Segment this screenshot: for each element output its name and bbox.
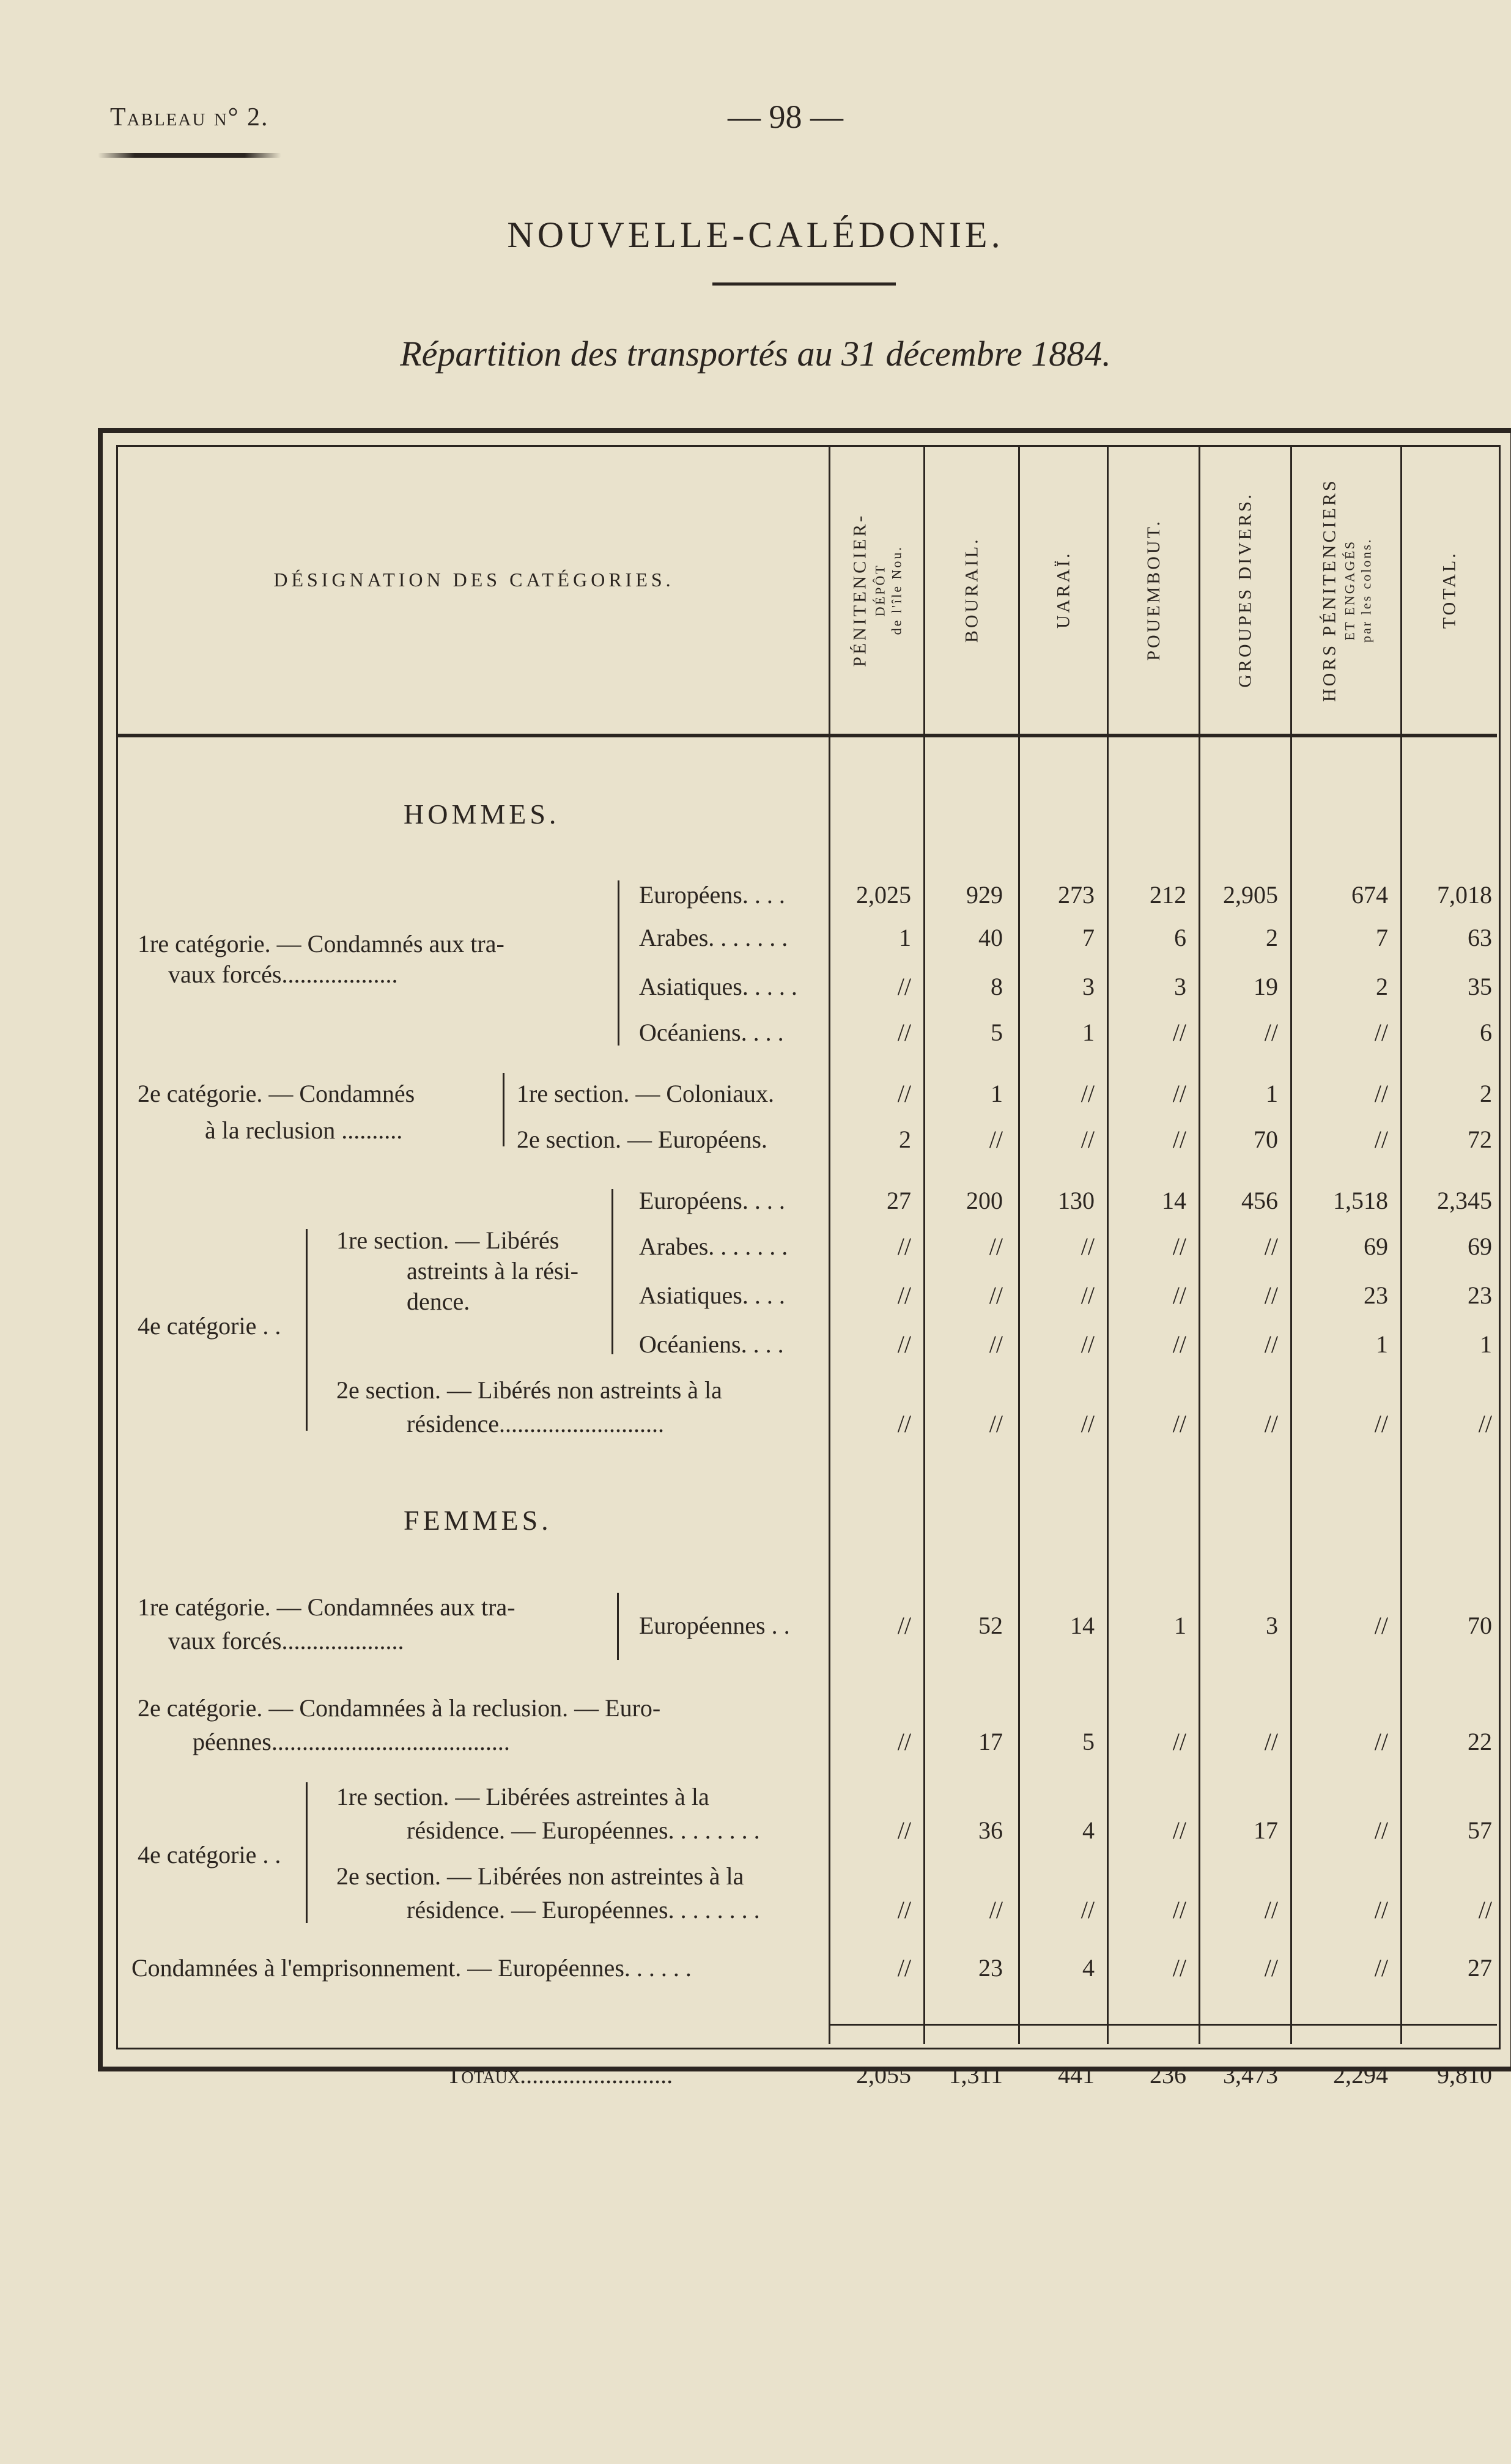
section-femmes: FEMMES. xyxy=(404,1505,552,1536)
femmes-cell: 17 xyxy=(1254,1817,1278,1844)
femmes-cell: 3 xyxy=(1266,1612,1278,1639)
hommes-cell: // xyxy=(897,1330,911,1358)
row-label: Européens. . . . xyxy=(639,881,785,909)
page-subtitle: Répartition des transportés au 31 décembre 1884. xyxy=(400,334,1111,374)
hommes-cell: 23 xyxy=(1364,1282,1388,1309)
col-header-groupes-divers: GROUPES DIVERS. xyxy=(1235,492,1255,688)
col-header-ile-nou: PÉNITENCIER- DÉPÔT de l'île Nou. xyxy=(849,513,904,667)
hommes-cat4-s2-label: 2e section. — Libérés non astreints à la xyxy=(336,1376,722,1404)
femmes-cell: // xyxy=(1172,1728,1186,1755)
femmes-cell: // xyxy=(1264,1954,1278,1982)
hommes-cell: 130 xyxy=(1058,1187,1095,1214)
femmes-cell: // xyxy=(1374,1728,1388,1755)
femmes-cell: 4 xyxy=(1082,1817,1095,1844)
hommes-cell: 6 xyxy=(1174,924,1186,951)
hommes-cell: // xyxy=(897,1282,911,1309)
femmes-cell: // xyxy=(1374,1817,1388,1844)
hommes-cell: 19 xyxy=(1254,973,1278,1000)
hommes-cell: 2,345 xyxy=(1437,1187,1492,1214)
header-rule xyxy=(98,153,281,158)
brace xyxy=(605,880,619,1046)
hommes-cell: 70 xyxy=(1254,1126,1278,1153)
brace xyxy=(611,1189,626,1354)
hommes-cell: 2 xyxy=(899,1126,911,1153)
col-header-pouembout: POUEMBOUT. xyxy=(1143,519,1164,661)
page-number: — 98 — xyxy=(728,98,843,135)
totals-cell: 2,055 xyxy=(856,2061,911,2089)
hommes-cell: // xyxy=(897,1233,911,1260)
femmes-cell: // xyxy=(1172,1817,1186,1844)
femmes-cell: // xyxy=(1478,1896,1492,1924)
hommes-cell: 1 xyxy=(991,1080,1003,1107)
hommes-cell: // xyxy=(989,1233,1003,1260)
hommes-cell: 1,518 xyxy=(1333,1187,1388,1214)
brace xyxy=(495,1073,504,1146)
table-number: Tableau n° 2. xyxy=(110,103,269,131)
hommes-cell: 200 xyxy=(966,1187,1003,1214)
section-hommes: HOMMES. xyxy=(404,799,560,830)
hommes-cell: // xyxy=(1081,1410,1095,1437)
hommes-cell: 2,905 xyxy=(1223,881,1278,909)
row-label: Océaniens. . . . xyxy=(639,1019,784,1046)
totals-cell: 9,810 xyxy=(1437,2061,1492,2089)
hommes-cell: // xyxy=(1172,1019,1186,1046)
femmes-cell: // xyxy=(1264,1896,1278,1924)
hommes-cell: // xyxy=(1081,1126,1095,1153)
femmes-cat4-s1-label-2: résidence. — Européennes. . . . . . . . xyxy=(407,1817,760,1844)
hommes-cell: // xyxy=(1081,1080,1095,1107)
row-label: Européennes . . xyxy=(639,1612,790,1639)
hommes-cat1-label-2: vaux forcés................... xyxy=(168,961,398,988)
totals-cell: 441 xyxy=(1058,2061,1095,2089)
row-label: 2e section. — Européens. xyxy=(517,1126,767,1153)
femmes-cell: // xyxy=(897,1954,911,1982)
hommes-cell: 456 xyxy=(1241,1187,1278,1214)
row-label: Océaniens. . . . xyxy=(639,1330,784,1358)
hommes-cell: // xyxy=(1478,1410,1492,1437)
brace xyxy=(608,1593,619,1660)
femmes-cell: // xyxy=(1081,1896,1095,1924)
hommes-cell: // xyxy=(897,973,911,1000)
hommes-cell: // xyxy=(989,1410,1003,1437)
header-bottom-rule xyxy=(118,734,1497,737)
hommes-cell: 69 xyxy=(1364,1233,1388,1260)
hommes-cat4-label: 4e catégorie . . xyxy=(138,1312,281,1340)
hommes-cell: 2 xyxy=(1376,973,1388,1000)
hommes-cell: // xyxy=(1081,1330,1095,1358)
page-title: NOUVELLE-CALÉDONIE. xyxy=(507,215,1004,255)
totals-label: Totaux......................... xyxy=(446,2061,673,2089)
femmes-cat4-s2-label-2: résidence. — Européennes. . . . . . . . xyxy=(407,1896,760,1924)
title-rule xyxy=(712,282,896,286)
row-label: 1re section. — Coloniaux. xyxy=(517,1080,775,1107)
col-header-bourail: BOURAIL. xyxy=(961,537,982,643)
hommes-cell: 212 xyxy=(1150,881,1186,909)
hommes-cell: 2 xyxy=(1480,1080,1492,1107)
femmes-cell: 70 xyxy=(1468,1612,1492,1639)
hommes-cat4-s1-label-2: astreints à la rési- xyxy=(407,1257,578,1285)
femmes-cell: 14 xyxy=(1070,1612,1095,1639)
hommes-cell: 23 xyxy=(1468,1282,1492,1309)
femmes-cell: // xyxy=(1374,1954,1388,1982)
femmes-cat2-label: 2e catégorie. — Condamnées à la reclusion. — Euro- xyxy=(138,1694,661,1722)
hommes-cell: 1 xyxy=(899,924,911,951)
femmes-cell: 27 xyxy=(1468,1954,1492,1982)
hommes-cell: 69 xyxy=(1468,1233,1492,1260)
hommes-cell: // xyxy=(1081,1282,1095,1309)
totals-cell: 236 xyxy=(1150,2061,1186,2089)
hommes-cell: // xyxy=(897,1019,911,1046)
hommes-cell: // xyxy=(1172,1080,1186,1107)
hommes-cell: 929 xyxy=(966,881,1003,909)
hommes-cell: 35 xyxy=(1468,973,1492,1000)
hommes-cell: 1 xyxy=(1266,1080,1278,1107)
brace xyxy=(306,1782,316,1923)
femmes-cell: // xyxy=(897,1612,911,1639)
femmes-cell: 4 xyxy=(1082,1954,1095,1982)
femmes-emprisonnement-label: Condamnées à l'emprisonnement. — Européennes. . . . . . xyxy=(131,1954,692,1982)
hommes-cell: // xyxy=(1172,1282,1186,1309)
femmes-cell: // xyxy=(1172,1896,1186,1924)
hommes-cell: 1 xyxy=(1376,1330,1388,1358)
femmes-cell: 36 xyxy=(978,1817,1003,1844)
hommes-cell: 7 xyxy=(1376,924,1388,951)
hommes-cell: 2,025 xyxy=(856,881,911,909)
femmes-cat4-s2-label: 2e section. — Libérées non astreintes à la xyxy=(336,1862,744,1890)
femmes-cat1-label: 1re catégorie. — Condamnées aux tra- xyxy=(138,1593,515,1621)
hommes-cell: // xyxy=(1264,1282,1278,1309)
femmes-cell: // xyxy=(989,1896,1003,1924)
femmes-cell: // xyxy=(1172,1954,1186,1982)
hommes-cell: 1 xyxy=(1480,1330,1492,1358)
hommes-cell: 674 xyxy=(1351,881,1388,909)
femmes-cat2-label-2: péennes....................................... xyxy=(193,1728,510,1755)
row-label: Arabes. . . . . . . xyxy=(639,924,788,951)
femmes-cell: 1 xyxy=(1174,1612,1186,1639)
hommes-cell: 273 xyxy=(1058,881,1095,909)
hommes-cell: 14 xyxy=(1162,1187,1186,1214)
designation-header: DÉSIGNATION DES CATÉGORIES. xyxy=(273,569,674,591)
hommes-cell: // xyxy=(989,1282,1003,1309)
brace xyxy=(306,1229,316,1431)
hommes-cell: // xyxy=(1264,1019,1278,1046)
hommes-cat2-label: 2e catégorie. — Condamnés xyxy=(138,1080,415,1107)
hommes-cell: 72 xyxy=(1468,1126,1492,1153)
femmes-cell: 57 xyxy=(1468,1817,1492,1844)
hommes-cell: // xyxy=(1172,1126,1186,1153)
hommes-cell: 8 xyxy=(991,973,1003,1000)
femmes-cell: 17 xyxy=(978,1728,1003,1755)
femmes-cat4-label: 4e catégorie . . xyxy=(138,1841,281,1868)
hommes-cell: 5 xyxy=(991,1019,1003,1046)
femmes-cell: 52 xyxy=(978,1612,1003,1639)
hommes-cell: // xyxy=(1081,1233,1095,1260)
row-label: Européens. . . . xyxy=(639,1187,785,1214)
femmes-cell: // xyxy=(1374,1612,1388,1639)
femmes-cell: // xyxy=(1264,1728,1278,1755)
hommes-cell: 7,018 xyxy=(1437,881,1492,909)
femmes-cell: // xyxy=(897,1896,911,1924)
row-label: Asiatiques. . . . xyxy=(639,1282,785,1309)
hommes-cell: // xyxy=(1264,1410,1278,1437)
hommes-cell: 27 xyxy=(887,1187,911,1214)
col-header-uarai: UARAÏ. xyxy=(1053,551,1074,629)
hommes-cat1-label: 1re catégorie. — Condamnés aux tra- xyxy=(138,930,504,957)
hommes-cell: // xyxy=(1374,1410,1388,1437)
row-label: Asiatiques. . . . . xyxy=(639,973,797,1000)
hommes-cell: // xyxy=(1374,1019,1388,1046)
hommes-cell: 7 xyxy=(1082,924,1095,951)
col-header-total: TOTAL. xyxy=(1439,551,1460,629)
hommes-cell: 3 xyxy=(1174,973,1186,1000)
hommes-cell: 63 xyxy=(1468,924,1492,951)
hommes-cell: // xyxy=(989,1126,1003,1153)
femmes-cat1-label-2: vaux forcés.................... xyxy=(168,1627,404,1654)
hommes-cell: 40 xyxy=(978,924,1003,951)
hommes-cat4-s1-label: 1re section. — Libérés xyxy=(336,1226,560,1254)
col-header-hors-penitenciers: HORS PÉNITENCIERS ET ENGAGÉS par les colons. xyxy=(1319,478,1374,702)
hommes-cell: // xyxy=(1374,1080,1388,1107)
femmes-cell: // xyxy=(1374,1896,1388,1924)
femmes-cell: // xyxy=(897,1728,911,1755)
hommes-cell: // xyxy=(1264,1330,1278,1358)
hommes-cell: 3 xyxy=(1082,973,1095,1000)
hommes-cell: // xyxy=(897,1080,911,1107)
hommes-cell: // xyxy=(1172,1410,1186,1437)
hommes-cell: // xyxy=(897,1410,911,1437)
hommes-cell: // xyxy=(1374,1126,1388,1153)
row-label: Arabes. . . . . . . xyxy=(639,1233,788,1260)
hommes-cat4-s1-label-3: dence. xyxy=(407,1288,470,1315)
hommes-cell: // xyxy=(1172,1233,1186,1260)
hommes-cell: // xyxy=(989,1330,1003,1358)
hommes-cat4-s2-label-2: résidence........................... xyxy=(407,1410,665,1437)
femmes-cell: 5 xyxy=(1082,1728,1095,1755)
femmes-cell: 23 xyxy=(978,1954,1003,1982)
hommes-cat2-label-2: à la reclusion .......... xyxy=(205,1116,403,1144)
totals-cell: 2,294 xyxy=(1333,2061,1388,2089)
hommes-cell: // xyxy=(1264,1233,1278,1260)
totals-rule xyxy=(829,2024,1497,2026)
hommes-cell: 1 xyxy=(1082,1019,1095,1046)
totals-cell: 3,473 xyxy=(1223,2061,1278,2089)
hommes-cell: // xyxy=(1172,1330,1186,1358)
femmes-cell: // xyxy=(897,1817,911,1844)
totals-cell: 1,311 xyxy=(948,2061,1003,2089)
femmes-cat4-s1-label: 1re section. — Libérées astreintes à la xyxy=(336,1783,709,1810)
hommes-cell: 6 xyxy=(1480,1019,1492,1046)
hommes-cell: 2 xyxy=(1266,924,1278,951)
femmes-cell: 22 xyxy=(1468,1728,1492,1755)
